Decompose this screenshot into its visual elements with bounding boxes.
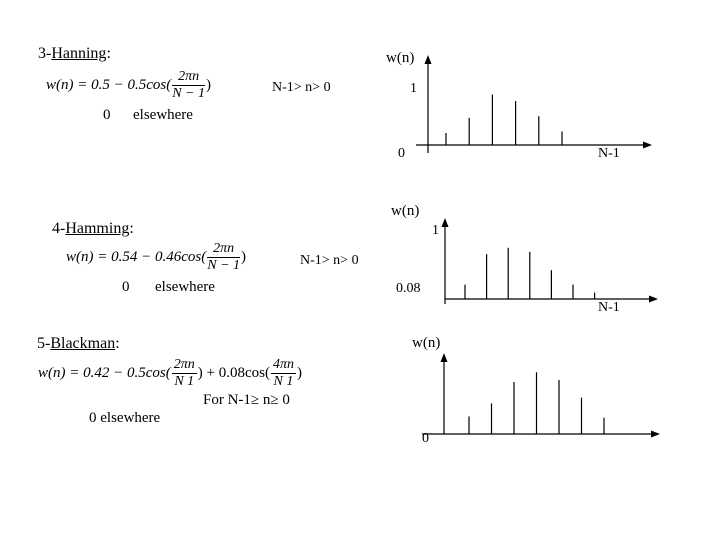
blackman-x-axis [422,431,660,438]
blackman-formula-close: ) [296,364,302,381]
hamming-heading [52,221,134,237]
hanning-y-axis [425,55,432,153]
blackman-else-text: 0 elsewhere [89,410,161,426]
blackman-formula-lhs: w(n) = 0.42 − 0.5cos( [38,364,171,381]
hanning-condition: N-1> n> 0 [272,80,331,95]
hanning-frac-num: 2πn [172,70,205,86]
hanning-tick-one: 1 [410,81,417,96]
hanning-formula-lhs: w(n) = 0.5 − 0.5cos( [46,76,172,93]
hamming-formula-close: ) [241,248,247,265]
hamming-fraction [207,242,240,273]
hamming-frac-den: N − 1 [207,258,241,273]
blackman-frac1-den: N 1 [174,374,195,389]
hamming-xend: N-1 [598,300,620,315]
blackman-name: Blackman [50,335,116,352]
blackman-frac2-num: 4πn [272,357,294,372]
hamming-else-text: elsewhere [155,279,215,295]
hanning-ylabel: w(n) [386,50,415,66]
hamming-condition: N-1> n> 0 [300,253,359,268]
hamming-stems [465,248,595,299]
hanning-stems [446,95,562,145]
blackman-tick-zero: 0 [422,431,429,446]
hanning-window-plot [380,45,670,165]
hanning-heading [38,46,111,62]
hanning-else-text: elsewhere [133,107,193,123]
blackman-stems [469,372,604,434]
hanning-xend: N-1 [598,146,620,161]
blackman-window-plot [400,330,680,445]
hamming-name: Hamming [65,220,130,237]
hamming-tick-low: 0.08 [396,281,421,296]
hanning-else-value: 0 [103,107,111,123]
hamming-tick-one: 1 [432,223,439,238]
blackman-frac2-den: N 1 [273,374,294,389]
hanning-colon: : [106,45,111,62]
hanning-fraction [172,70,205,101]
blackman-y-axis [441,353,448,434]
blackman-number: 5- [37,335,51,352]
blackman-ylabel: w(n) [412,335,441,351]
hanning-number: 3- [38,45,52,62]
hamming-else-value: 0 [122,279,130,295]
hamming-number: 4- [52,220,66,237]
blackman-condition: For N-1≥ n≥ 0 [203,392,290,408]
blackman-fraction-1 [172,358,197,389]
blackman-colon: : [115,335,120,352]
hamming-colon: : [129,220,134,237]
hamming-y-axis [442,218,449,304]
blackman-formula [38,358,302,389]
hanning-formula [46,70,211,101]
hamming-formula [66,242,246,273]
hamming-ylabel: w(n) [391,203,420,219]
hamming-frac-num: 2πn [207,242,240,258]
blackman-frac1-num: 2πn [173,357,195,372]
hanning-frac-den: N − 1 [172,86,206,101]
hamming-window-plot [388,200,678,315]
hamming-formula-lhs: w(n) = 0.54 − 0.46cos( [66,248,207,265]
blackman-formula-mid: ) + 0.08cos( [197,364,270,381]
hanning-name: Hanning [51,45,107,62]
blackman-fraction-2 [271,358,296,389]
blackman-heading [37,336,120,352]
hanning-formula-close: ) [206,76,212,93]
hanning-tick-zero: 0 [398,146,405,161]
